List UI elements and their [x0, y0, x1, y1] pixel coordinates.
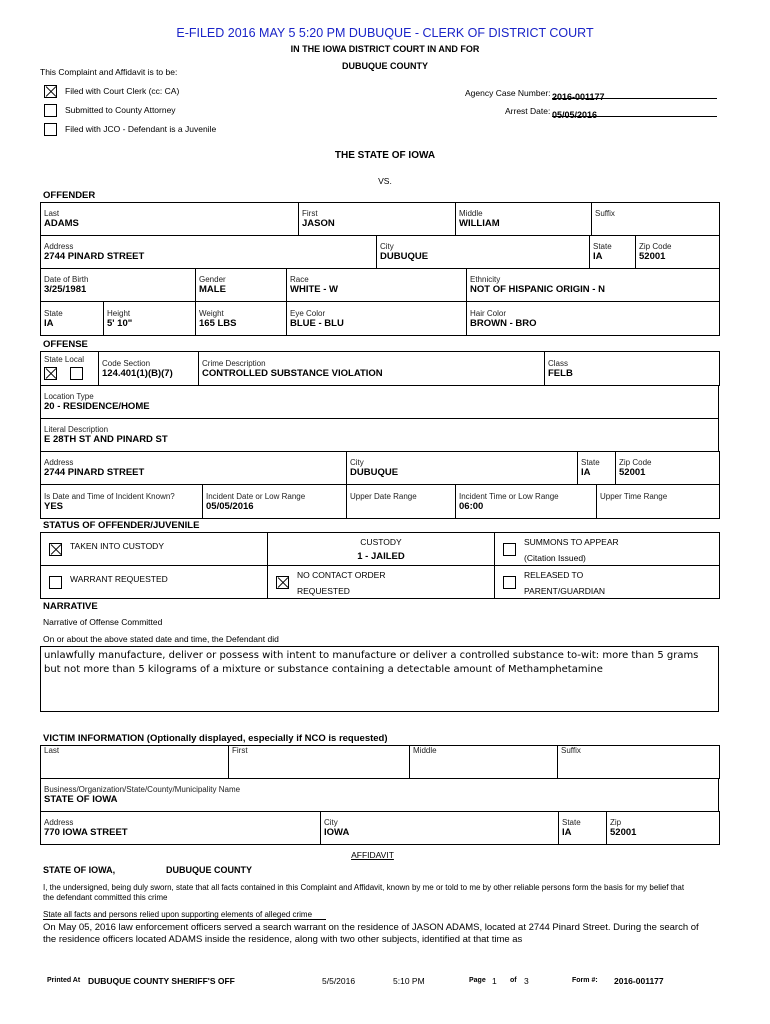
offense-state-checkbox[interactable] [44, 367, 57, 380]
offense-literal-cell [41, 419, 719, 452]
court-name: IN THE IOWA DISTRICT COURT IN AND FOR [290, 44, 480, 54]
label-city: City [380, 242, 394, 251]
offender-desc-table [40, 268, 720, 302]
released-checkbox[interactable] [503, 576, 516, 589]
complaint-to-be-label: This Complaint and Affidavit is to be: [40, 67, 178, 77]
label-offense-local: Local [64, 354, 85, 364]
label-victim-middle: Middle [413, 746, 437, 755]
offense-inc-date-cell [203, 485, 347, 519]
label-weight: Weight [199, 308, 224, 318]
offender-city: DUBUQUE [380, 251, 429, 262]
offender-state: IA [593, 251, 603, 262]
footer-page-num: 1 [492, 976, 497, 986]
offense-city-cell [347, 452, 578, 485]
victim-zip: 52001 [610, 827, 637, 838]
offense-inc-time: 06:00 [459, 500, 484, 512]
victim-business-table [40, 778, 719, 812]
offender-address-cell [41, 236, 377, 269]
label-address: Address [44, 242, 74, 251]
label-class: Class [548, 358, 569, 368]
offense-address-table [40, 451, 720, 485]
victim-suffix-cell [558, 746, 720, 779]
offender-dob-cell [41, 269, 196, 302]
offense-state-local-cell [41, 352, 99, 386]
label-victim-suffix: Suffix [561, 746, 581, 755]
label-ethnicity: Ethnicity [470, 275, 501, 284]
warrant-checkbox[interactable] [49, 576, 62, 589]
label-upper-time: Upper Time Range [600, 491, 668, 501]
offense-address: 2744 PINARD STREET [44, 467, 145, 478]
victim-business: STATE OF IOWA [44, 794, 118, 805]
offender-suffix-cell [592, 203, 720, 236]
nco-label: NO CONTACT ORDER [297, 570, 386, 580]
arrest-date-field [552, 105, 717, 120]
offense-state: IA [581, 467, 591, 478]
label-dob: Date of Birth [44, 275, 89, 284]
label-victim-address: Address [44, 818, 74, 827]
offense-inc-time-cell [456, 485, 597, 519]
warrant-label: WARRANT REQUESTED [70, 574, 168, 584]
offense-upper-date [350, 501, 452, 512]
label-dl-state: State [44, 308, 63, 318]
offense-literal: E 28TH ST AND PINARD ST [44, 434, 168, 445]
label-gender: Gender [199, 275, 226, 284]
label-zip: Zip Code [639, 242, 672, 251]
footer-date: 5/5/2016 [322, 976, 356, 986]
offender-address: 2744 PINARD STREET [44, 251, 145, 262]
victim-middle-cell [410, 746, 558, 779]
offender-dob: 3/25/1981 [44, 284, 87, 295]
offender-eye-cell [287, 302, 467, 336]
status-custody-cell [268, 533, 495, 566]
summons-label: SUMMONS TO APPEAR [524, 537, 619, 547]
offender-weight: 165 LBS [199, 317, 237, 329]
label-upper-date: Upper Date Range [350, 491, 417, 501]
offender-ethnicity: NOT OF HISPANIC ORIGIN - N [470, 284, 605, 295]
offense-loc-type-cell [41, 386, 719, 419]
offender-weight-cell [196, 302, 287, 336]
option-county-attorney-checkbox[interactable] [44, 102, 57, 120]
offender-hair-cell [467, 302, 720, 336]
label-victim-zip: Zip [610, 818, 622, 827]
label-inc-time: Incident Time or Low Range [459, 491, 559, 501]
label-offense-city: City [350, 458, 364, 467]
option-court-clerk-checkbox[interactable] [44, 83, 57, 101]
footer-form-label: Form #: [572, 977, 598, 984]
offense-loc-type: 20 - RESIDENCE/HOME [44, 401, 150, 412]
offender-address-table [40, 235, 720, 269]
county-name: DUBUQUE COUNTY [341, 61, 428, 71]
vs-label: VS. [378, 176, 392, 186]
label-state: State [593, 242, 612, 251]
victim-state-cell [559, 812, 607, 845]
offense-time-table [40, 484, 720, 519]
victim-city-cell [321, 812, 559, 845]
efiled-stamp: E-FILED 2016 MAY 5 5:20 PM DUBUQUE - CLERK OF DISTRICT COURT [176, 26, 594, 40]
agency-case-label: Agency Case Number: [465, 88, 551, 98]
label-hair: Hair Color [470, 308, 507, 318]
offense-code-cell [99, 352, 199, 386]
offender-suffix [595, 218, 716, 229]
label-race: Race [290, 275, 309, 284]
status-section-title: STATUS OF OFFENDER/JUVENILE [43, 520, 200, 531]
offender-middle-cell [456, 203, 592, 236]
narrative-label-2: On or about the above stated date and time, the Defendant did [43, 634, 279, 644]
offense-local-checkbox[interactable] [70, 367, 83, 380]
narrative-text-box [40, 646, 719, 712]
narrative-label-1: Narrative of Offense Committed [43, 617, 163, 627]
label-known: Is Date and Time of Incident Known? [44, 491, 175, 501]
offense-upper-time-cell [597, 485, 720, 519]
offense-known: YES [44, 500, 64, 512]
nco-checkbox[interactable] [276, 576, 289, 589]
victim-section-title: VICTIM INFORMATION (Optionally displayed, especially if NCO is requested) [43, 733, 388, 744]
offender-race-cell [287, 269, 467, 302]
victim-first-cell [229, 746, 410, 779]
offense-location-table [40, 385, 719, 452]
footer-printed-at-label: Printed At [47, 977, 81, 984]
victim-address-table [40, 811, 720, 845]
offender-first-cell [299, 203, 456, 236]
victim-state: IA [562, 827, 572, 838]
custody-label: CUSTODY [360, 536, 402, 547]
status-taken-cell [41, 533, 268, 566]
arrest-date-value: 05/05/2016 [552, 110, 598, 120]
offense-known-cell [41, 485, 203, 519]
offense-code: 124.401(1)(B)(7) [102, 367, 173, 379]
offender-zip: 52001 [639, 251, 666, 262]
status-released-cell [495, 566, 720, 599]
footer-time: 5:10 PM [393, 976, 425, 986]
agency-case-field [552, 87, 717, 102]
label-middle: Middle [459, 209, 483, 218]
narrative-text: unlawfully manufacture, deliver or possess with intent to manufacture or deliver a controlled substance to-wit: more than 5 grams but not more than 5 kilograms of a mixture or substance containing a detectable amount of Methamphetamine [44, 650, 699, 675]
label-inc-date: Incident Date or Low Range [206, 491, 306, 501]
offense-upper-date-cell [347, 485, 456, 519]
offender-zip-cell [636, 236, 720, 269]
affidavit-facts-label: State all facts and persons relied upon supporting elements of alleged crime [43, 910, 326, 920]
label-victim-state: State [562, 818, 581, 827]
offender-first: JASON [302, 218, 335, 229]
footer-agency: DUBUQUE COUNTY SHERIFF'S OFF [88, 976, 235, 986]
status-nco-cell [268, 566, 495, 599]
label-suffix: Suffix [595, 209, 615, 218]
affidavit-title: AFFIDAVIT [351, 850, 394, 860]
footer-of-label: of [510, 977, 517, 984]
label-offense-state2: State [581, 458, 600, 467]
label-loc-type: Location Type [44, 392, 94, 401]
taken-custody-label: TAKEN INTO CUSTODY [70, 541, 164, 551]
offense-zip-cell [616, 452, 720, 485]
offense-code-table [40, 351, 720, 386]
label-victim-business: Business/Organization/State/County/Municipality Name [44, 785, 241, 794]
offender-hair: BROWN - BRO [470, 317, 537, 329]
nco-sub-label: REQUESTED [297, 586, 350, 596]
offense-desc-cell [199, 352, 545, 386]
status-table [40, 532, 720, 599]
label-literal: Literal Description [44, 425, 109, 434]
offender-dl-state-cell [41, 302, 104, 336]
offense-section-title: OFFENSE [43, 339, 88, 350]
offender-height-cell [104, 302, 196, 336]
footer-page-label: Page [469, 977, 486, 984]
taken-custody-checkbox[interactable] [49, 543, 62, 556]
offender-city-cell [377, 236, 590, 269]
offense-class-cell [545, 352, 720, 386]
victim-address: 770 IOWA STREET [44, 827, 128, 838]
label-last: Last [44, 209, 60, 218]
summons-checkbox[interactable] [503, 543, 516, 556]
offender-table [40, 202, 720, 236]
option-jco-label: Filed with JCO - Defendant is a Juvenile [65, 124, 217, 134]
status-summons-cell [495, 533, 720, 566]
offender-middle: WILLIAM [459, 218, 500, 229]
option-court-clerk-label: Filed with Court Clerk (cc: CA) [65, 86, 180, 96]
label-height: Height [107, 308, 131, 318]
label-first: First [302, 209, 318, 218]
affidavit-county: DUBUQUE COUNTY [166, 865, 253, 875]
narrative-section-title: NARRATIVE [43, 601, 98, 612]
offender-state-cell [590, 236, 636, 269]
affidavit-facts: On May 05, 2016 law enforcement officers served a search warrant on the residence of JASON ADAMS, located at 2744 Pinard Street. During the search of the residence officers located ADAMS inside the residence, along with two other subjects, identified at that time as [43, 922, 699, 945]
offense-upper-time [600, 501, 716, 512]
offender-gender: MALE [199, 284, 226, 295]
offense-address-cell [41, 452, 347, 485]
offender-gender-cell [196, 269, 287, 302]
offense-city: DUBUQUE [350, 467, 399, 478]
custody-value: 1 - JAILED [357, 550, 405, 562]
released-sub-label: PARENT/GUARDIAN [524, 586, 606, 596]
victim-last-cell [41, 746, 229, 779]
offense-zip: 52001 [619, 467, 646, 478]
offense-class: FELB [548, 367, 573, 379]
summons-sub-label: (Citation Issued) [524, 553, 586, 563]
victim-name-table [40, 745, 720, 779]
offender-last: ADAMS [44, 218, 79, 229]
victim-city: IOWA [324, 827, 350, 838]
offender-ethnicity-cell [467, 269, 720, 302]
label-crime-desc: Crime Description [202, 358, 266, 368]
label-victim-first: First [232, 746, 248, 755]
victim-address-cell [41, 812, 321, 845]
offender-section-title: OFFENDER [43, 190, 96, 201]
footer-form-num: 2016-001177 [614, 976, 664, 986]
released-label: RELEASED TO [524, 570, 584, 580]
victim-business-cell [41, 779, 719, 812]
status-warrant-cell [41, 566, 268, 599]
label-offense-address: Address [44, 458, 74, 467]
label-eye: Eye Color [290, 308, 326, 318]
option-county-attorney-label: Submitted to County Attorney [65, 105, 176, 115]
offender-dl-state: IA [44, 317, 54, 329]
offender-race: WHITE - W [290, 284, 339, 295]
label-code: Code Section [102, 358, 151, 368]
label-offense-zip: Zip Code [619, 458, 652, 467]
offender-height: 5' 10" [107, 317, 133, 329]
label-victim-last: Last [44, 746, 60, 755]
offender-eye: BLUE - BLU [290, 317, 344, 329]
label-offense-state: State [44, 354, 63, 364]
offender-last-cell [41, 203, 299, 236]
offense-desc: CONTROLLED SUBSTANCE VIOLATION [202, 367, 383, 379]
label-victim-city: City [324, 818, 338, 827]
affidavit-oath: I, the undersigned, being duly sworn, state that all facts contained in this Complaint and Affidavit, known by me or told to me by other reliable persons form the basis for my belief that the defendant committed this crime [43, 883, 685, 902]
affidavit-state: STATE OF IOWA, [43, 865, 116, 875]
offense-inc-date: 05/05/2016 [206, 500, 254, 512]
victim-zip-cell [607, 812, 720, 845]
agency-case-value: 2016-001177 [552, 92, 605, 102]
offense-state-cell [578, 452, 616, 485]
arrest-date-label: Arrest Date: [505, 106, 551, 116]
footer-page-total: 3 [524, 976, 529, 986]
offender-physical-table [40, 301, 720, 336]
option-jco-checkbox[interactable] [44, 121, 57, 139]
state-title: THE STATE OF IOWA [334, 150, 436, 161]
